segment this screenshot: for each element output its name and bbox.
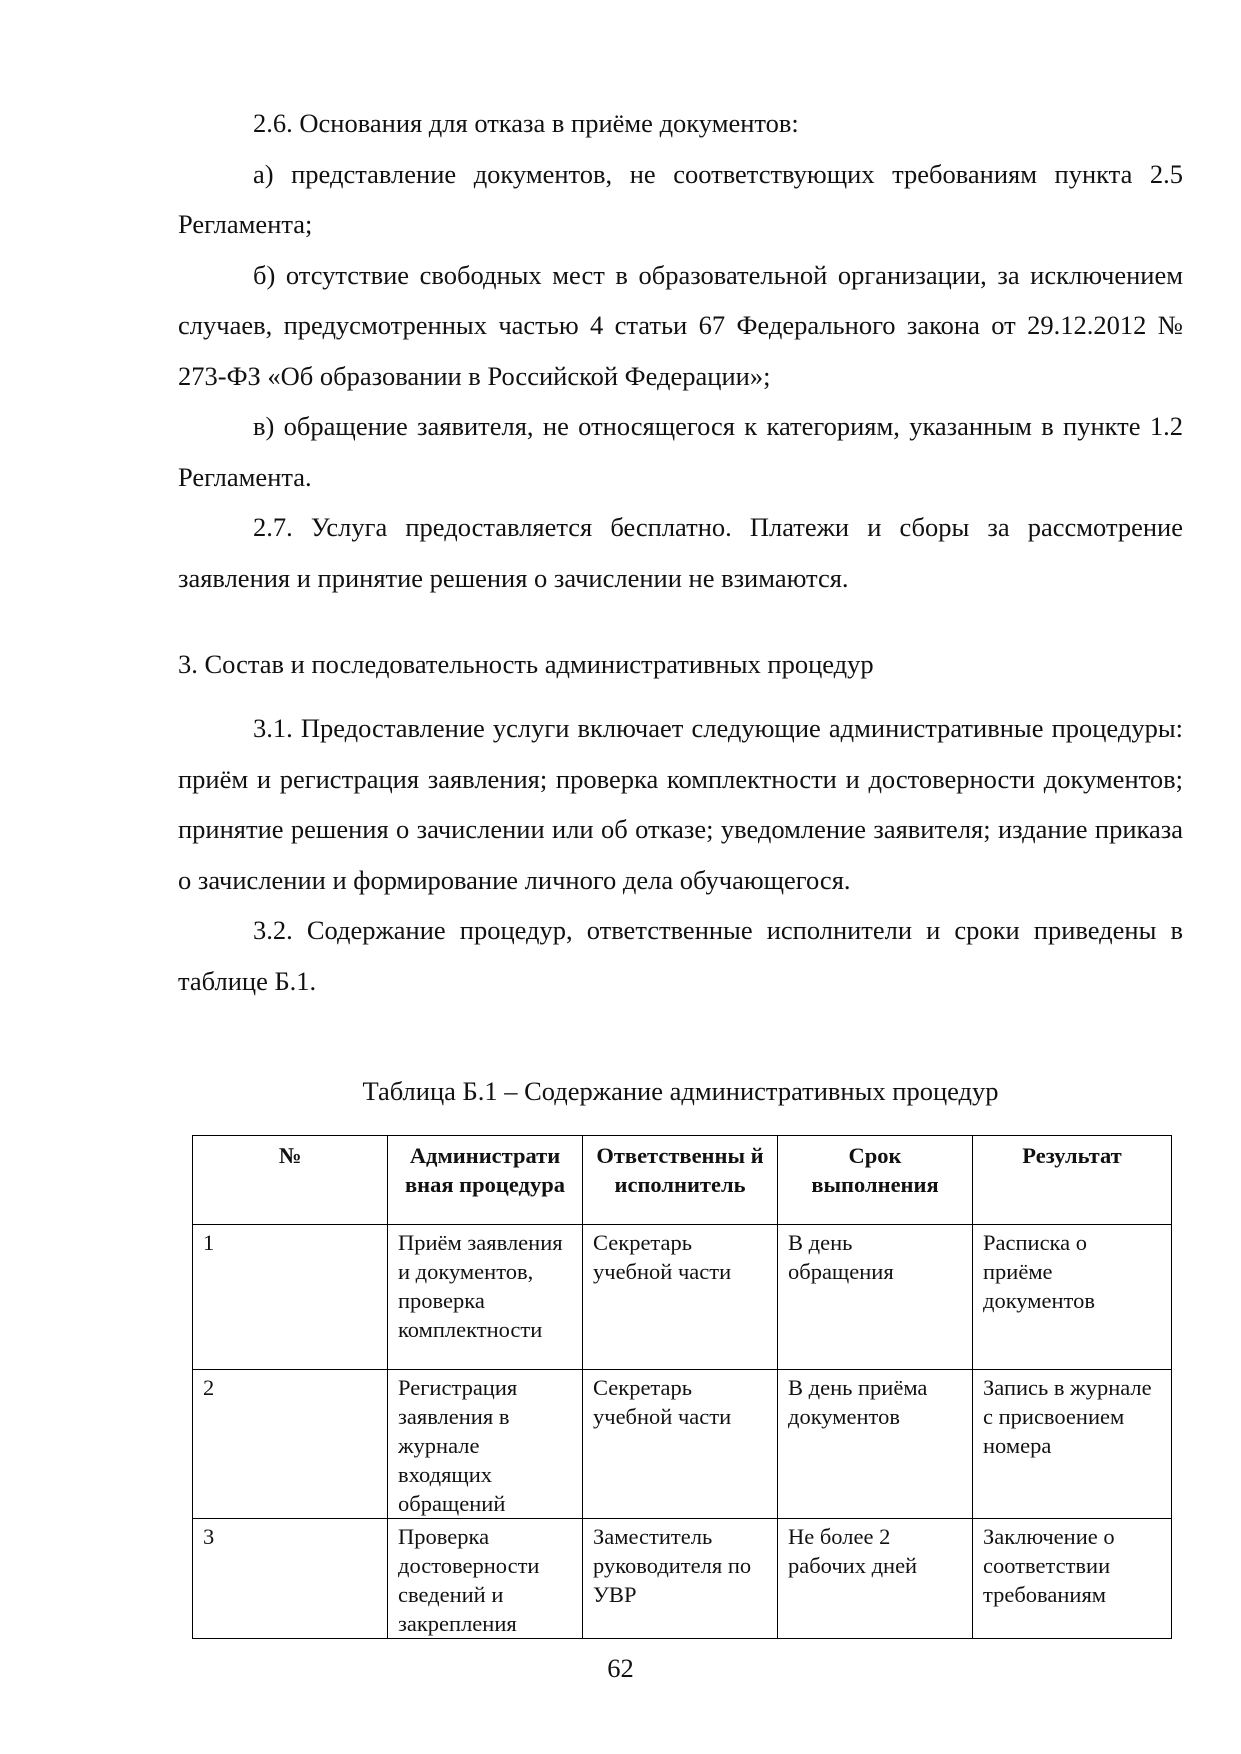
procedures-table	[192, 1135, 1172, 1639]
paragraph-2-6: 2.6. Основания для отказа в приёме документов:	[253, 108, 799, 138]
header-number: №	[193, 1136, 388, 1225]
cell-number: 2	[193, 1370, 388, 1519]
header-procedure: Администрати вная процедура	[388, 1136, 583, 1225]
table-row	[193, 1225, 1172, 1370]
section-3-text	[178, 703, 1183, 1006]
section-2-text	[178, 98, 1183, 603]
paragraph-2-6-a: а) представление документов, не соответствующих требованиям пункта 2.5 Регламента;	[178, 158, 1183, 239]
page-number: 62	[607, 1653, 634, 1683]
header-responsible: Ответственны й исполнитель	[583, 1136, 778, 1225]
table-caption: Таблица Б.1 – Содержание административных процедур	[362, 1076, 999, 1106]
paragraph-3-2: 3.2. Содержание процедур, ответственные исполнители и сроки приведены в таблице Б.1.	[178, 915, 1183, 996]
header-result: Результат	[973, 1136, 1172, 1225]
header-deadline: Срок выполнения	[778, 1136, 973, 1225]
section-3-heading: 3. Состав и последовательность административных процедур	[178, 649, 874, 679]
cell-result: Запись в журнале с присвоением номера	[973, 1370, 1172, 1519]
cell-number: 1	[193, 1225, 388, 1370]
cell-responsible: Секретарь учебной части	[583, 1225, 778, 1370]
cell-procedure: Приём заявления и документов, проверка комплектности	[388, 1225, 583, 1370]
cell-procedure: Проверка достоверности сведений и закрепления	[388, 1519, 583, 1639]
paragraph-3-1: 3.1. Предоставление услуги включает следующие административные процедуры: приём и регистрация заявления; проверка комплектности и достоверности документов; принятие решения о зачислении или об отказе; уведомление заявителя; издание приказа о зачислении и формирование личного дела обучающегося.	[178, 713, 1183, 895]
table-row	[193, 1370, 1172, 1519]
cell-responsible: Заместитель руководителя по УВР	[583, 1519, 778, 1639]
paragraph-2-6-b: б) отсутствие свободных мест в образовательной организации, за исключением случаев, предусмотренных частью 4 статьи 67 Федерального закона от 29.12.2012 № 273-ФЗ «Об образовании в Российской Федерации»;	[178, 259, 1183, 391]
cell-procedure: Регистрация заявления в журнале входящих обращений	[388, 1370, 583, 1519]
cell-result: Расписка о приёме документов	[973, 1225, 1172, 1370]
cell-responsible: Секретарь учебной части	[583, 1370, 778, 1519]
table-row	[193, 1519, 1172, 1639]
cell-result: Заключение о соответствии требованиям	[973, 1519, 1172, 1639]
paragraph-2-7: 2.7. Услуга предоставляется бесплатно. Платежи и сборы за рассмотрение заявления и принятие решения о зачислении не взимаются.	[178, 512, 1183, 593]
cell-deadline: В день приёма документов	[778, 1370, 973, 1519]
table-header-row	[193, 1136, 1172, 1225]
cell-number: 3	[193, 1519, 388, 1639]
cell-deadline: Не более 2 рабочих дней	[778, 1519, 973, 1639]
cell-deadline: В день обращения	[778, 1225, 973, 1370]
paragraph-2-6-v: в) обращение заявителя, не относящегося к категориям, указанным в пункте 1.2 Регламента.	[178, 411, 1183, 492]
